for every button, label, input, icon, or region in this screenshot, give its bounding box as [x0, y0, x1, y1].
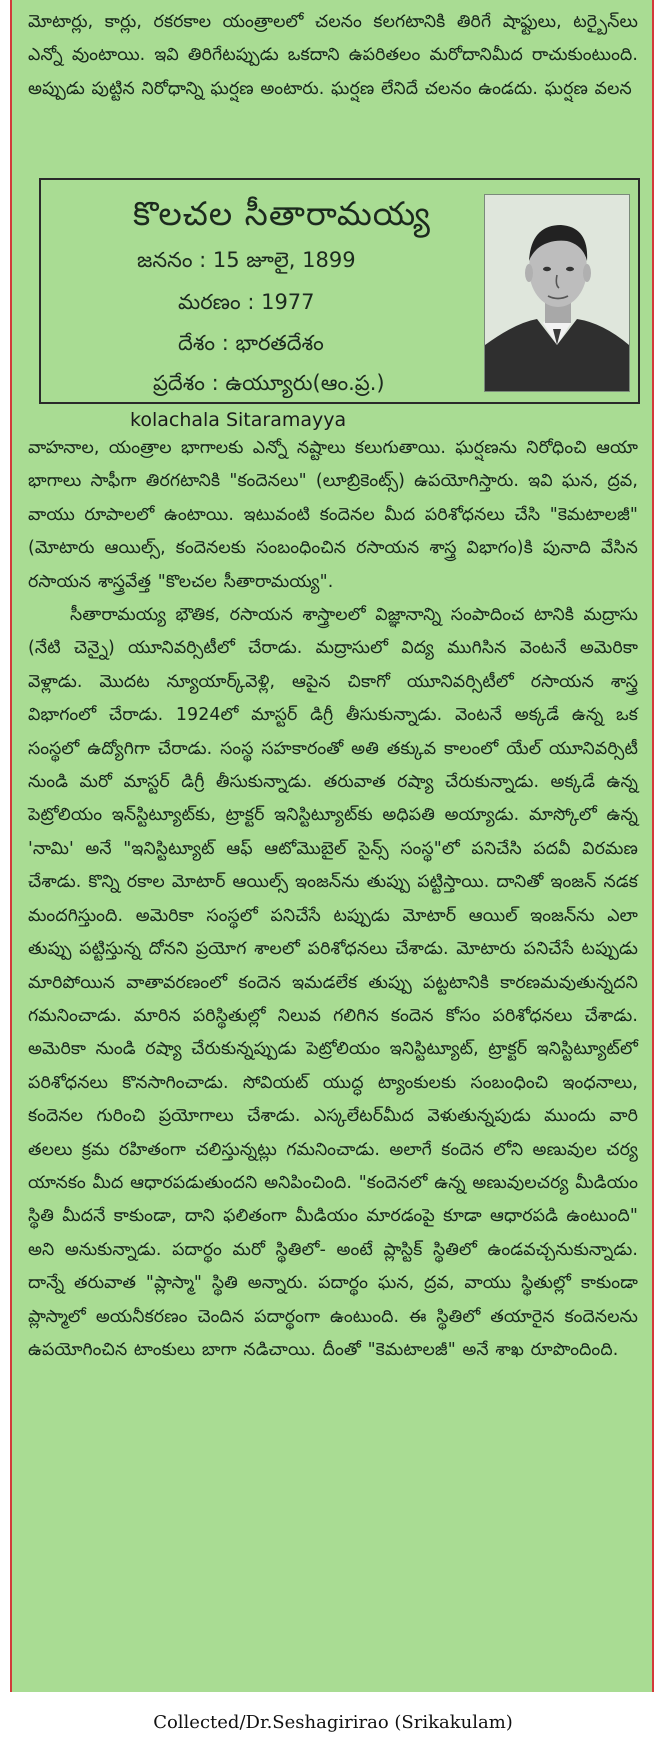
- profile-birth: జననం : 15 జూలై, 1899: [137, 248, 356, 272]
- profile-country: దేశం : భారతదేశం: [178, 331, 324, 355]
- portrait-illustration: [485, 195, 629, 391]
- profile-name: కొలచల సీతారామయ్య: [133, 194, 431, 233]
- body-paragraph-2: సీతారామయ్య భౌతిక, రసాయన శాస్త్రాలలో విజ్ఞానాన్ని సంపాదించ టానికి మద్రాసు (నేటి చెన్నై) యూనివర్సిటీలో చేరాడు. మద్రాసులో విద్య ముగిసిన వెంటనే అమెరికా వెళ్లాడు. మొదట న్యూయార్క్‌వెళ్లి, ఆపైన చికాగో యూనివర్సిటీలో రసాయన శాస్త్ర విభాగంలో చేరాడు. 1924లో మాస్టర్ డిగ్రీ తీసుకున్నాడు. వెంటనే అక్కడే ఉన్న ఒక సంస్థలో ఉద్యోగిగా చేరాడు. సంస్థ సహకారంతో అతి తక్కువ కాలంలో యేల్ యూనివర్సిటీ నుండి మరో మాస్టర్ డిగ్రీ తీసుకున్నాడు. తరువాత రష్యా చేరుకున్నాడు. అక్కడే ఉన్న పెట్రోలియం ఇన్‌స్టిట్యూట్‌కు, ట్రాక్టర్ ఇనిస్టిట్యూట్‌కు అధిపతి అయ్యాడు. మాస్కోలో ఉన్న 'నామి' అనే "ఇనిస్టిట్యూట్ ఆఫ్ ఆటోమొబైల్ సైన్స్ సంస్థ"లో పనిచేసి పదవీ విరమణ చేశాడు. కొన్ని రకాల మోటార్ ఆయిల్స్ ఇంజన్‌ను తుప్పు పట్టిస్తాయి. దానితో ఇంజన్ నడక మందగిస్తుంది. అమెరికా సంస్థలో పనిచేసే టప్పుడు మోటార్ ఆయిల్ ఇంజన్‌ను ఎలా తుప్పు పట్టిస్తున్న దోనని ప్రయోగ శాలలో పరిశోధనలు చేశాడు. మోటారు పనిచేసే టప్పుడు మారిపోయిన వాతావరణంలో కందెన ఇమడలేక తుప్పు పట్టటానికి కారణమవుతున్నదని గమనించాడు. మారిన పరిస్థితుల్లో నిలువ గలిగిన కందెన కోసం పరిశోధనలు చేశాడు. అమెరికా నుండి రష్యా చేరుకున్నప్పుడు పెట్రోలియం ఇనిస్టిట్యూట్, ట్రాక్టర్ ఇనిస్టిట్యూట్‌లో పరిశోధనలు కొనసాగించాడు. సోవియట్ యుద్ధ ట్యాంకులకు సంబంధించి ఇంధనాలు, కందెనల గురించి ప్రయోగాలు చేశాడు. ఎస్కలేటర్‌మీద వెళుతున్నపుడు ముందు వారి తలలు క్రమ రహితంగా చలిస్తున్నట్లు గమనించాడు. అలాగే కందెన లోని అణువుల చర్య యానకం మీద ఆధారపడుతుందని అనిపించింది. "కందెనలో ఉన్న అణువులచర్య మీడియం స్థితి మీదనే కాకుండా, దాని ఫలితంగా మీడియం మారడంపై కూడా ఆధారపడి ఉంటుంది" అని అనుకున్నాడు. పదార్థం మరో స్థితిలో- అంటే ప్లాస్టిక్ స్థితిలో ఉండవచ్చనుకున్నాడు. దాన్నే తరువాత "ప్లాస్మా" స్థితి అన్నారు. పదార్థం ఘన, ద్రవ, వాయు స్థితుల్లో కాకుండా ప్లాస్మాలో అయనీకరణం చెందిన పదార్థంగా ఉంటుంది. ఈ స్థితిలో తయారైన కందెనలను ఉపయోగించిన టాంకులు బాగా నడిచాయి. దీంతో "కెమటాలజీ" అనే శాఖ రూపొందింది.: [28, 605, 638, 1360]
- intro-paragraph: మోటార్లు, కార్లు, రకరకాల యంత్రాలలో చలనం కలగటానికి తిరిగే షాఫ్టులు, టర్బైన్‌లు ఎన్నో వుంటాయి. ఇవి తిరిగేటప్పుడు ఒకదాని ఉపరితలం మరోదానిమీద రాచుకుంటుంది. అప్పుడు పుట్టిన నిరోధాన్ని ఘర్షణ అంటారు. ఘర్షణ లేనిదే చలనం ఉండదు. ఘర్షణ వలన: [28, 12, 638, 99]
- portrait-photo: [484, 194, 630, 392]
- profile-region: ప్రదేశం : ఉయ్యూరు(ఆం.ప్ర.): [153, 371, 385, 395]
- body-paragraph-1: వాహనాల, యంత్రాల భాగాలకు ఎన్నో నష్టాలు కలుగుతాయి. ఘర్షణను నిరోధించి ఆయా భాగాలు సాఫీగా తిరగటానికి "కందెనలు" (లూబ్రికెంట్స్) ఉపయోగిస్తారు. ఇవి ఘన, ద్రవ, వాయు రూపాలలో ఉంటాయి. ఇటువంటి కందెనల మీద పరిశోధనలు చేసి "కెమటాలజీ" (మోటారు ఆయిల్స్, కందెనలకు సంబంధించిన రసాయన శాస్త్ర విభాగం)కి పునాది వేసిన రసాయన శాస్త్రవేత్త "కొలచల సీతారామయ్య".: [28, 438, 638, 592]
- profile-box: [39, 178, 640, 404]
- article-body: [12, 432, 652, 1367]
- newspaper-clipping: [10, 0, 654, 1692]
- profile-death: మరణం : 1977: [178, 290, 315, 314]
- portrait-caption: kolachala Sitaramayya: [130, 409, 347, 431]
- credit-footer: Collected/Dr.Seshagirirao (Srikakulam): [153, 1712, 513, 1733]
